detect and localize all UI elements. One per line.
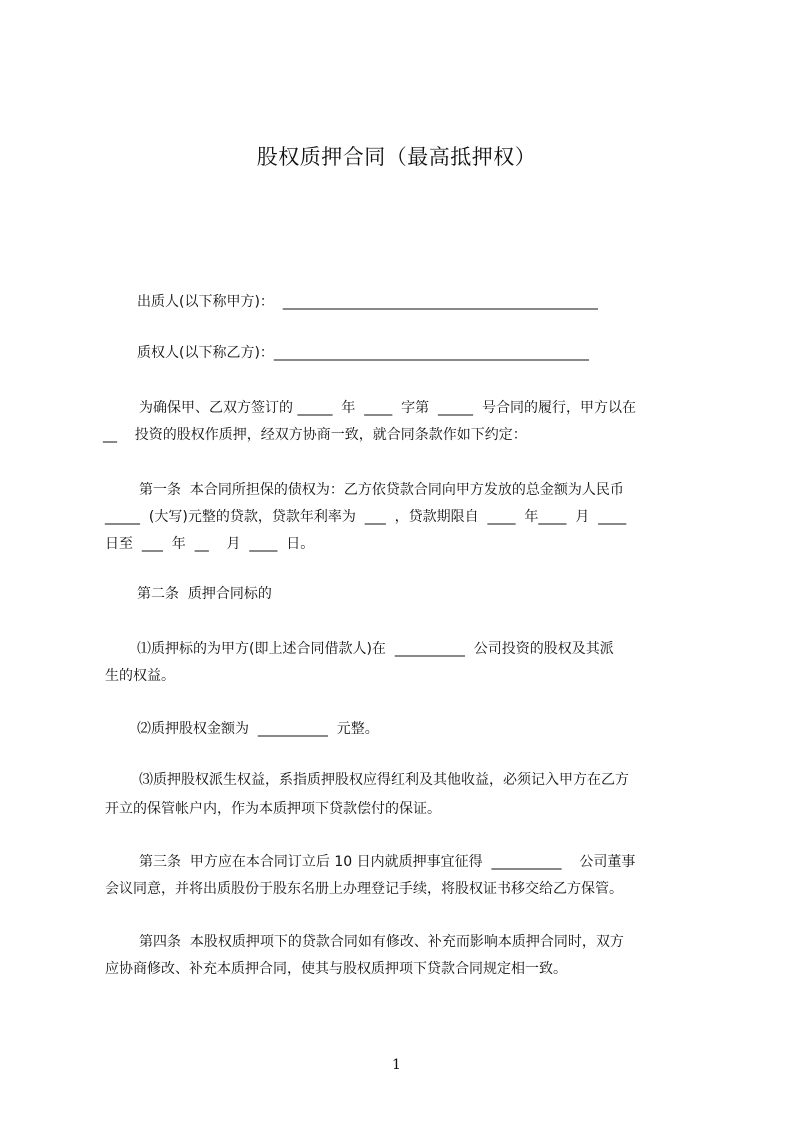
article4-line-2: 应协商修改、补充本质押合同，使其与股权质押项下贷款合同规定相一致。 (105, 961, 567, 977)
preamble-line-2: __ 投资的股权作质押，经双方协商一致，就合同条款作如下约定： (103, 427, 527, 443)
article2-item3-line-2: 开立的保管帐户内，作为本质押项下贷款偿付的保证。 (105, 801, 441, 817)
article3-line-2: 会议同意，并将出质股份于股东名册上办理登记手续，将股权证书移交给乙方保管。 (105, 881, 623, 897)
pledgee-line: 质权人(以下称乙方)：_____________________________________________ (137, 345, 589, 361)
article2-item1-line-1: ⑴质押标的为甲方(即上述合同借款人)在 __________ 公司投资的股权及其派 (137, 641, 614, 657)
article2-item2: ⑵质押股权金额为 __________ 元整。 (137, 721, 379, 737)
page-number: 1 (392, 1057, 401, 1073)
document-title: 股权质押合同（最高抵押权） (256, 145, 537, 169)
article2-item3-line-1: ⑶质押股权派生权益，系指质押股权应得红利及其他收益，必须记入甲方在乙方 (139, 772, 629, 788)
article3-line-1: 第三条 甲方应在本合同订立后 10 日内就质押事宜征得 __________ 公司董事 (139, 854, 636, 870)
preamble-line-1: 为确保甲、乙双方签订的 _____ 年 ____ 字第 _____ 号合同的履行，甲方以在 (139, 400, 636, 416)
article1-line-3: 日至 ___ 年 __ 月 ____ 日。 (105, 536, 315, 552)
article2-heading: 第二条 质押合同标的 (137, 586, 272, 602)
article2-item1-line-2: 生的权益。 (105, 668, 175, 684)
article1-line-1: 第一条 本合同所担保的债权为：乙方依贷款合同向甲方发放的总金额为人民币 (139, 482, 624, 498)
article1-line-2: _____ (大写)元整的贷款，贷款年利率为 ___ ，贷款期限自 ____ 年____ 月 ____ (105, 509, 627, 525)
article4-line-1: 第四条 本股权质押项下的贷款合同如有修改、补充而影响本质押合同时，双方 (139, 934, 624, 950)
pledgor-line: 出质人(以下称甲方)： _____________________________________________ (137, 294, 598, 310)
